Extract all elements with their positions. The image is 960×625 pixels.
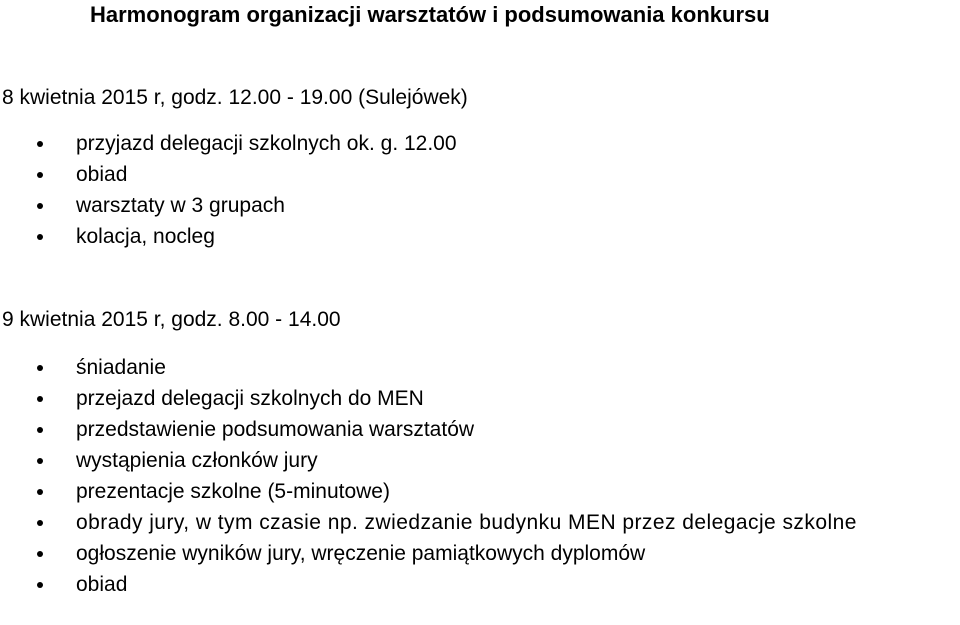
list-item: obiad bbox=[0, 159, 960, 190]
bullet-icon bbox=[37, 520, 43, 526]
bullet-icon bbox=[37, 582, 43, 588]
list-item: przejazd delegacji szkolnych do MEN bbox=[0, 383, 960, 414]
list-item: warsztaty w 3 grupach bbox=[0, 190, 960, 221]
list-item: przedstawienie podsumowania warsztatów bbox=[0, 414, 960, 445]
bullet-icon bbox=[37, 458, 43, 464]
list-item: kolacja, nocleg bbox=[0, 221, 960, 252]
bullet-icon bbox=[37, 172, 43, 178]
bullet-icon bbox=[37, 141, 43, 147]
bullet-icon bbox=[37, 203, 43, 209]
list-item: śniadanie bbox=[0, 352, 960, 383]
day1-heading: 8 kwietnia 2015 r, godz. 12.00 - 19.00 (Sulejówek) bbox=[2, 86, 468, 109]
list-item: obrady jury, w tym czasie np. zwiedzanie budynku MEN przez delegacje szkolne bbox=[0, 507, 960, 538]
bullet-icon bbox=[37, 234, 43, 240]
bullet-icon bbox=[37, 396, 43, 402]
day2-heading: 9 kwietnia 2015 r, godz. 8.00 - 14.00 bbox=[2, 308, 341, 331]
bullet-icon bbox=[37, 551, 43, 557]
bullet-icon bbox=[37, 489, 43, 495]
list-item: ogłoszenie wyników jury, wręczenie pamiątkowych dyplomów bbox=[0, 538, 960, 569]
day2-agenda-list bbox=[0, 352, 960, 600]
document-title: Harmonogram organizacji warsztatów i podsumowania konkursu bbox=[90, 2, 770, 27]
bullet-icon bbox=[37, 365, 43, 371]
list-item: przyjazd delegacji szkolnych ok. g. 12.00 bbox=[0, 128, 960, 159]
list-item: wystąpienia członków jury bbox=[0, 445, 960, 476]
day1-agenda-list bbox=[0, 128, 960, 252]
bullet-icon bbox=[37, 427, 43, 433]
list-item: prezentacje szkolne (5-minutowe) bbox=[0, 476, 960, 507]
list-item: obiad bbox=[0, 569, 960, 600]
